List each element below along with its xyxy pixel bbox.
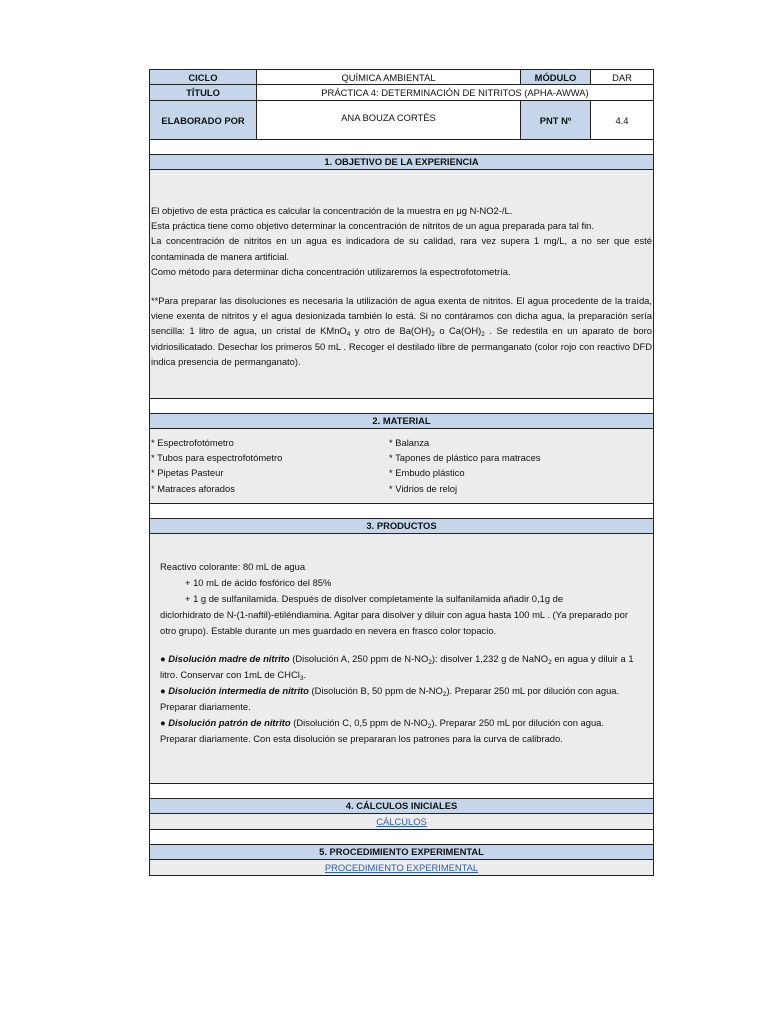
objetivo-p4: Como método para determinar dicha concentración utilizaremos la espectrofotometría.	[151, 265, 511, 277]
titulo-label: TÍTULO	[150, 85, 257, 100]
elaborado-label: ELABORADO POR	[150, 101, 257, 139]
p5-sub-2: 2	[431, 331, 435, 339]
section-productos-body	[149, 534, 654, 784]
elaborado-value: ANA BOUZA CORTÉS	[257, 101, 521, 139]
objetivo-p2: Esta práctica tiene como objetivo determinar la concentración de nitritos de un agua preparada para tal fin.	[151, 220, 594, 232]
paragraph-gap	[160, 639, 639, 651]
section-objetivo-title: 1. OBJETIVO DE LA EXPERIENCIA	[149, 155, 654, 170]
section-productos-title: 3. PRODUCTOS	[149, 519, 654, 534]
p5-text-b: y otro de Ba(OH)	[350, 325, 432, 337]
disolucion-intermedia	[160, 683, 639, 715]
material-item: * Tubos para espectrofotómetro	[151, 452, 283, 464]
objetivo-p1: El objetivo de esta práctica es calcular la concentración de la muestra en μg N-NO2-/L.	[151, 205, 513, 216]
reactivo-line-4: diclorhidrato de N-(1-naftil)-etiléndiamina. Agitar para disolver y diluir con agua hasta 100 mL . (Ya preparado por otro grupo). Estable durante un mes guardado en nevera en frasco color topacio.	[160, 609, 628, 636]
material-right-list	[389, 435, 649, 496]
material-item: * Matraces aforados	[151, 482, 235, 494]
d1-sub3: 3	[299, 675, 304, 682]
header-row-ciclo	[149, 69, 654, 85]
d1-c: en agua y diluir a 1 litro. Conservar con 1mL de CHCl	[160, 653, 634, 680]
ciclo-label: CICLO	[150, 70, 257, 84]
section-material-title: 2. MATERIAL	[149, 414, 654, 429]
material-item: * Espectrofotómetro	[151, 437, 234, 448]
lab-sheet	[149, 69, 654, 876]
p5-sub-3: 2	[481, 331, 485, 339]
d1-a: (Disolución A, 250 ppm de N-NO	[289, 653, 429, 664]
procedimiento-link[interactable]: PROCEDIMIENTO EXPERIMENTAL	[149, 860, 654, 876]
material-item: * Tapones de plástico para matraces	[389, 452, 541, 464]
spacer-row	[149, 504, 654, 519]
p5-text-d: . Se redestila en un aparato de boro vidriosilicatado. Desechar los primeros 50 mL . Recoger el destilado libre de permanganato (color rojo con reactivo DFD indica presencia de permanganato).	[151, 325, 652, 367]
d2-b: ). Preparar 250 mL por dilución con agua. Preparar diariamente.	[160, 685, 620, 712]
modulo-value: DAR	[591, 70, 653, 84]
p5-text-c: o Ca(OH)	[434, 325, 482, 337]
disolucion-patron-title: ● Disolución patrón de nitrito	[160, 717, 291, 728]
d2-sub: 2	[442, 691, 447, 698]
spacer-row	[149, 140, 654, 155]
d2-a: (Disolución B, 50 ppm de N-NO	[308, 685, 443, 696]
calculos-link[interactable]: CÁLCULOS	[149, 814, 654, 830]
material-columns	[151, 435, 652, 496]
modulo-label: MÓDULO	[521, 70, 591, 84]
reactivo-line-2: + 10 mL de ácido fosfórico del 85%	[185, 577, 332, 588]
pnt-label: PNT Nº	[521, 101, 591, 139]
d1-sub2: 2	[548, 659, 552, 666]
titulo-value: PRÁCTICA 4: DETERMINACIÓN DE NITRITOS (APHA-AWWA)	[257, 85, 653, 100]
d3-a: (Disolución C, 0,5 ppm de N-NO	[290, 717, 428, 728]
p5-text-a: **Para preparar las disoluciones es necesaria la utilización de agua exenta de nitritos. El agua procedente de la traída, viene exenta de nitritos y el agua desionizada también lo está. Si no contáramos con dicha agua, la preparación sería sencilla: 1 litro de agua, un cristal de KMnO	[151, 295, 652, 337]
header-row-elaborado	[149, 101, 654, 140]
reactivo-line-3: + 1 g de sulfanilamida. Después de disolver completamente la sulfanilamida añadir 0,1g de	[185, 593, 564, 604]
d1-b: ): disolver 1,232 g de NaNO	[431, 653, 549, 664]
spacer-row	[149, 399, 654, 414]
material-left-list	[151, 435, 389, 496]
disolucion-intermedia-title: ● Disolución intermedia de nitrito	[160, 685, 309, 696]
d3-sub: 2	[427, 723, 432, 730]
section-objetivo-body	[149, 170, 654, 399]
section-calculos-title: 4. CÁLCULOS INICIALES	[149, 799, 654, 814]
p5-sub-1: 4	[346, 331, 351, 339]
material-item: * Vidrios de reloj	[389, 482, 458, 494]
material-item: * Balanza	[389, 437, 430, 448]
d1-d: .	[303, 669, 307, 680]
d3-b: ). Preparar 250 mL por dilución con agua. Preparar diariamente. Con esta disolución se prepararan los patrones para la curva de calibrado.	[160, 717, 604, 744]
section-procedimiento-title: 5. PROCEDIMIENTO EXPERIMENTAL	[149, 845, 654, 860]
reactivo-line-1: Reactivo colorante: 80 mL de agua	[160, 561, 306, 572]
d1-sub: 2	[428, 659, 432, 666]
ciclo-value: QUÍMICA AMBIENTAL	[257, 70, 521, 84]
objetivo-p3: La concentración de nitritos en un agua es indicadora de su calidad, rara vez supera 1 mg/L, a no ser que esté contaminada de manera artificial.	[151, 235, 652, 262]
objetivo-p5	[151, 293, 652, 369]
disolucion-patron	[160, 715, 639, 747]
disolucion-madre	[160, 651, 639, 683]
pnt-value: 4.4	[591, 101, 653, 139]
header-row-titulo	[149, 85, 654, 101]
material-item: * Pipetas Pasteur	[151, 467, 224, 479]
spacer-row	[149, 784, 654, 799]
spacer-row	[149, 830, 654, 845]
material-item: * Embudo plástico	[389, 467, 465, 479]
disolucion-madre-title: ● Disolución madre de nitrito	[160, 653, 290, 664]
paragraph-gap	[151, 279, 652, 293]
section-material-body	[149, 429, 654, 504]
